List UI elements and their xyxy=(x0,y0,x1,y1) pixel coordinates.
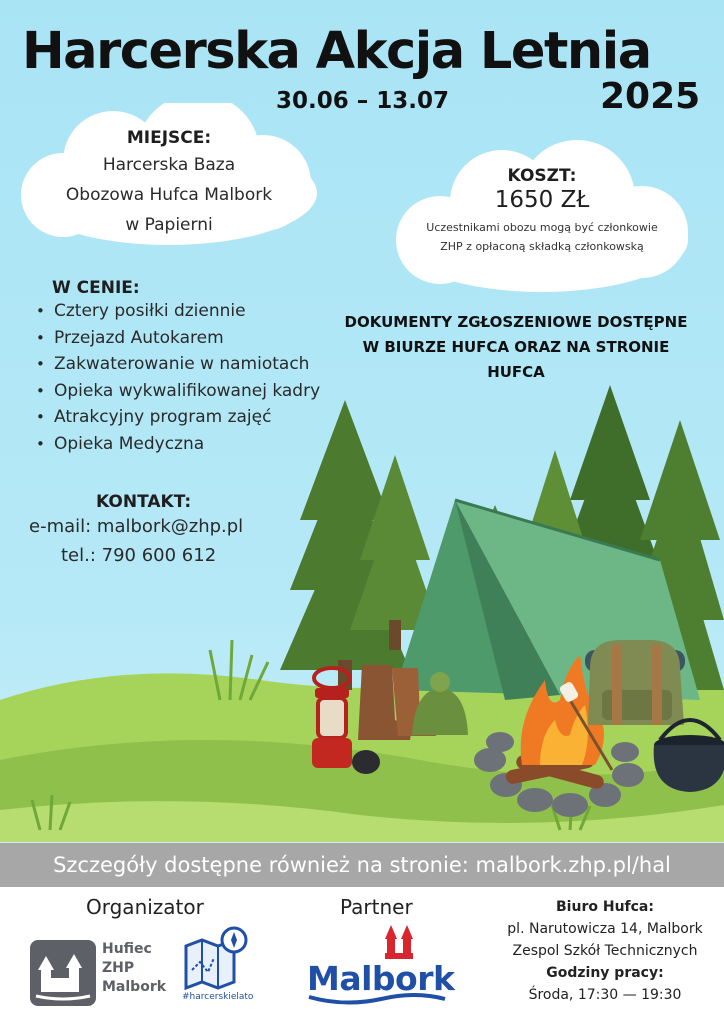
place-line: Harcerska Baza xyxy=(102,155,236,175)
documents-line: HUFCA xyxy=(487,363,545,381)
place-line: Obozowa Hufca Malbork xyxy=(65,185,273,205)
cost-price: 1650 ZŁ xyxy=(494,187,590,213)
malbork-city-logo xyxy=(305,925,455,1007)
list-item: • Zakwaterowanie w namiotach xyxy=(36,351,320,378)
hufiec-logo-line: Hufiec xyxy=(102,941,152,957)
place-cloud xyxy=(18,103,320,255)
included-heading: W CENIE: xyxy=(52,278,140,298)
camp-illustration xyxy=(0,380,724,842)
place-heading: MIEJSCE: xyxy=(126,128,212,148)
list-item: • Opieka Medyczna xyxy=(36,431,320,458)
coal-stone xyxy=(352,750,380,774)
list-item: • Cztery posiłki dziennie xyxy=(36,298,320,325)
harcerskie-lato-logo xyxy=(182,926,252,1008)
list-item: • Przejazd Autokarem xyxy=(36,325,320,352)
office-hours: Środa, 17:30 — 19:30 xyxy=(528,987,682,1003)
documents-line: DOKUMENTY ZGŁOSZENIOWE DOSTĘPNE xyxy=(344,313,688,331)
office-info xyxy=(494,896,716,1006)
hufiec-zhp-logo xyxy=(30,940,180,1006)
lantern xyxy=(312,668,352,768)
hufiec-logo-line: Malbork xyxy=(102,979,167,995)
malbork-logo-text: Malbork xyxy=(307,959,455,998)
website-band: Szczegóły dostępne również na stronie: malbork.zhp.pl/hal xyxy=(0,843,724,887)
office-heading: Biuro Hufca: xyxy=(556,899,654,915)
cost-note: Uczestnikami obozu mogą być członkowie ZHP z opłaconą składką członkowską xyxy=(426,221,658,253)
camp-dates: 30.06 – 13.07 xyxy=(276,88,450,114)
place-text xyxy=(18,150,320,240)
office-address: Zespol Szkół Technicznych xyxy=(512,943,698,959)
place-line: w Papierni xyxy=(125,215,213,235)
hufiec-logo-line: ZHP xyxy=(102,960,135,976)
office-address: pl. Narutowicza 14, Malbork xyxy=(507,921,703,937)
office-hours-heading: Godziny pracy: xyxy=(546,965,664,981)
hufiec-logo-text xyxy=(102,940,166,997)
contact-phone: tel.: 790 600 612 xyxy=(61,545,217,566)
camp-year: 2025 xyxy=(600,76,701,117)
backpack xyxy=(585,640,685,725)
documents-line: W BIURZE HUFCA ORAZ NA STRONIE xyxy=(362,338,670,356)
castle-badge-icon xyxy=(30,940,96,1006)
documents-info xyxy=(318,310,714,385)
cost-cloud xyxy=(392,140,692,298)
map-compass-icon xyxy=(182,926,252,990)
contact-email: e-mail: malbork@zhp.pl xyxy=(29,516,244,537)
contact-heading: KONTAKT: xyxy=(96,492,192,512)
list-item: • Atrakcyjny program zajęć xyxy=(36,404,320,431)
cost-heading: KOSZT: xyxy=(507,166,577,186)
poster-title: Harcerska Akcja Letnia xyxy=(22,22,651,81)
lato-logo-text: #harcerskielato xyxy=(182,992,254,1002)
partner-label: Partner xyxy=(340,895,413,919)
organizer-label: Organizator xyxy=(86,895,204,919)
list-item: • Opieka wykwalifikowanej kadry xyxy=(36,378,320,405)
